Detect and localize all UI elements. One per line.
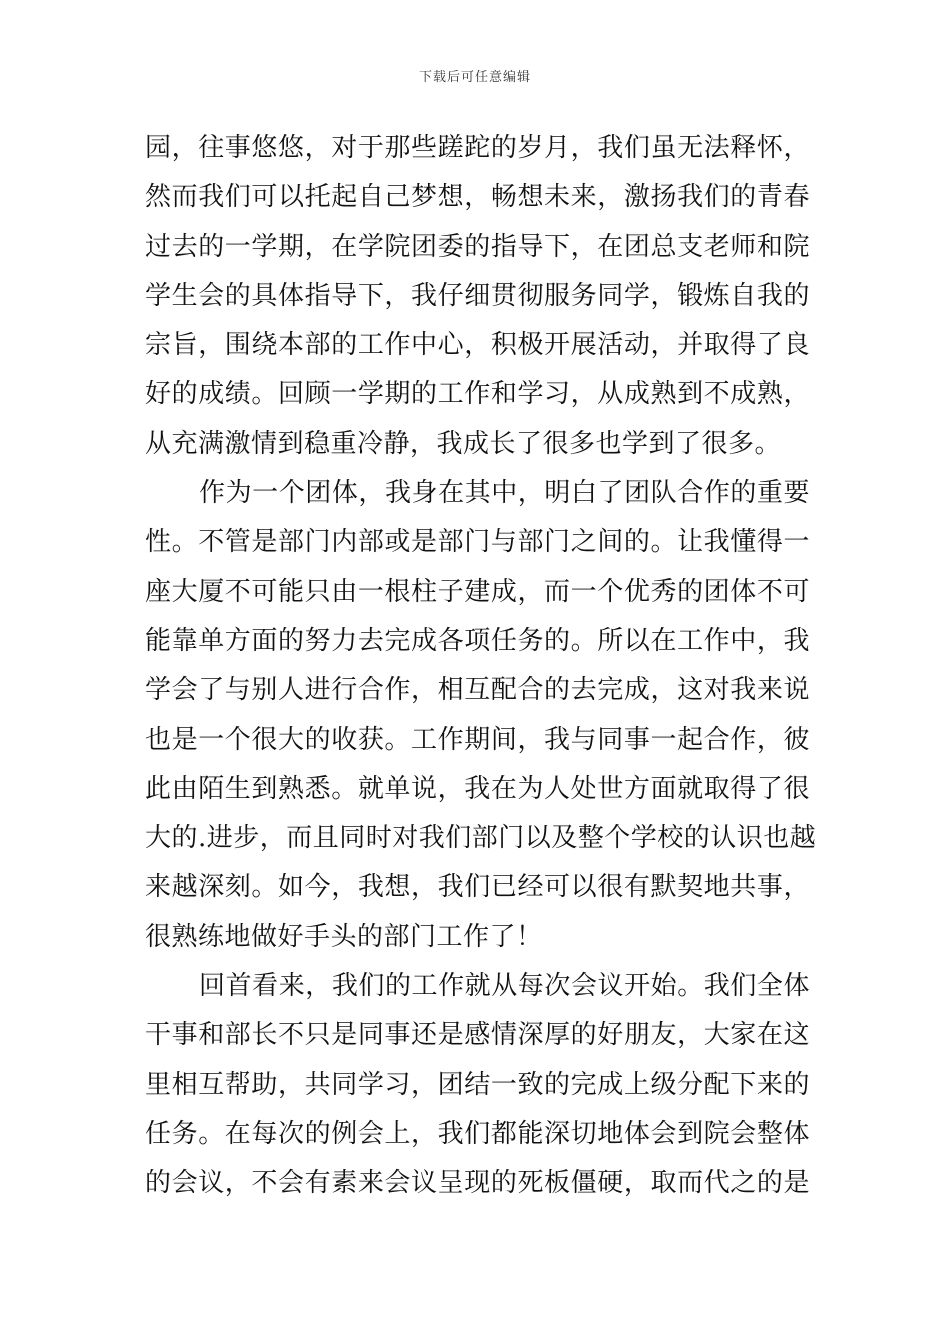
text-line: 园，往事悠悠，对于那些蹉跎的岁月，我们虽无法释怀， [145, 133, 810, 163]
text-line: 作为一个团体，我身在其中，明白了团队合作的重要 [199, 478, 810, 509]
text-line: 然而我们可以托起自己梦想，畅想未来，激扬我们的青春 [145, 182, 810, 213]
document-body [145, 124, 817, 1209]
text-line: 从充满激情到稳重冷静，我成长了很多也学到了很多。 [145, 428, 782, 459]
text-line: 座大厦不可能只由一根柱子建成，而一个优秀的团体不可 [145, 576, 810, 607]
paragraph-1 [145, 124, 810, 469]
text-line: 此由陌生到熟悉。就单说，我在为人处世方面就取得了很 [145, 773, 810, 804]
text-line: 也是一个很大的收获。工作期间，我与同事一起合作，彼 [145, 724, 810, 755]
text-line: 性。不管是部门内部或是部门与部门之间的。让我懂得一 [145, 527, 810, 558]
text-line: 大的.进步，而且同时对我们部门以及整个学校的认识也越 [145, 823, 817, 854]
text-line: 学生会的具体指导下，我仔细贯彻服务同学，锻炼自我的 [145, 280, 810, 311]
paragraph-2 [145, 469, 817, 962]
text-line: 能靠单方面的努力去完成各项任务的。所以在工作中，我 [145, 625, 810, 656]
text-line: 干事和部长不只是同事还是感情深厚的好朋友，大家在这 [145, 1020, 810, 1051]
text-line: 过去的一学期，在学院团委的指导下，在团总支老师和院 [145, 231, 810, 262]
text-line: 宗旨，围绕本部的工作中心，积极开展活动，并取得了良 [145, 330, 810, 361]
text-line: 里相互帮助，共同学习，团结一致的完成上级分配下来的 [145, 1069, 810, 1100]
page-header: 下载后可任意编辑 [418, 70, 531, 85]
text-line: 学会了与别人进行合作，相互配合的去完成，这对我来说 [145, 675, 810, 706]
text-line: 回首看来，我们的工作就从每次会议开始。我们全体 [199, 971, 810, 1002]
text-line: 的会议，不会有素来会议呈现的死板僵硬，取而代之的是 [145, 1168, 810, 1199]
text-line: 来越深刻。如今，我想，我们已经可以很有默契地共事， [145, 872, 810, 903]
text-line: 很熟练地做好手头的部门工作了！ [145, 921, 543, 952]
text-line: 任务。在每次的例会上，我们都能深切地体会到院会整体 [145, 1118, 810, 1149]
text-line: 好的成绩。回顾一学期的工作和学习，从成熟到不成熟， [145, 379, 810, 410]
paragraph-3 [145, 962, 810, 1208]
